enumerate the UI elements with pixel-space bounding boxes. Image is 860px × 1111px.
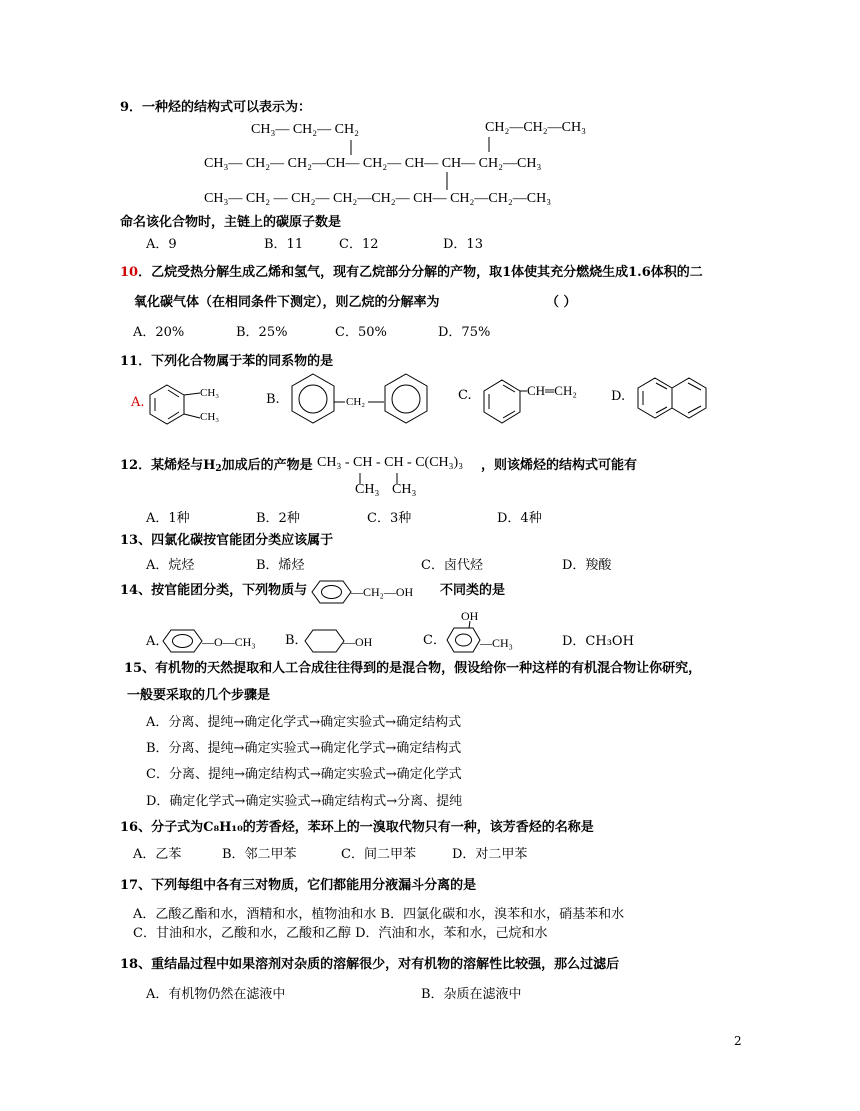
q16-option-a: A．乙苯 xyxy=(133,847,182,862)
q17-options-row1: A．乙酸乙酯和水，酒精和水，植物油和水 B．四氯化碳和水，溴苯和水，硝基苯和水 xyxy=(133,907,625,922)
q11-option-c-label: C. xyxy=(458,388,472,403)
q12-option-d: D．4种 xyxy=(497,511,542,526)
q9-option-a: A．9 xyxy=(146,237,177,252)
q15-option-c: C．分离、提纯→确定结构式→确定实验式→确定化学式 xyxy=(146,767,462,782)
q9-structure-row1a: CH₃— CH₂— CH₂ xyxy=(251,122,359,137)
page-number: 2 xyxy=(734,1034,742,1048)
q14-option-d: D．CH₃OH xyxy=(562,634,634,649)
q14-option-c-label: C． xyxy=(423,633,446,648)
q15-line2: 一般要采取的几个步骤是 xyxy=(127,688,271,703)
q11-option-a-label: A. xyxy=(131,395,145,410)
q14-stem-post: 不同类的是 xyxy=(440,583,506,598)
q9-structure-row3: CH₃— CH₂ — CH₂— CH₂—CH₂— CH— CH₂—CH₂—CH₃ xyxy=(204,191,552,206)
q11-option-b-label: B. xyxy=(266,392,280,407)
q11-option-d-label: D. xyxy=(611,389,626,404)
q16-option-d: D．对二甲苯 xyxy=(452,847,528,862)
cyclohexane-icon xyxy=(305,630,344,652)
q12-stem-sub: 2 xyxy=(215,464,222,474)
q9-structure-row2: CH₃— CH₂— CH₂—CH— CH₂— CH— CH— CH₂—CH₃ xyxy=(204,156,542,171)
q10-option-c: C．50% xyxy=(335,325,387,340)
q15-option-d: D．确定化学式→确定实验式→确定结构式→分离、提纯 xyxy=(146,794,463,809)
q12-formula-methyl-1: CH₃ xyxy=(355,482,380,497)
q9-ask: 命名该化合物时，主链上的碳原子数是 xyxy=(120,215,342,230)
q12-stem-post: ，则该烯烃的结构式可能有 xyxy=(481,458,638,473)
q9-option-c: C．12 xyxy=(339,237,379,252)
q10-number: 10 xyxy=(120,265,139,280)
q17-stem: 17、下列每组中各有三对物质，它们都能用分液漏斗分离的是 xyxy=(120,878,477,893)
q10-option-b: B．25% xyxy=(236,325,288,340)
q14-a-group: —O—CH₃ xyxy=(202,635,256,649)
q9-structure-row1b: CH₂—CH₂—CH₃ xyxy=(485,120,586,135)
q13-option-c: C．卤代烃 xyxy=(421,558,483,573)
q12-option-b: B．2种 xyxy=(256,511,300,526)
q16-option-b: B．邻二甲苯 xyxy=(222,847,297,862)
q15-option-b: B．分离、提纯→确定实验式→确定化学式→确定结构式 xyxy=(146,741,462,756)
q11-a-methyl-2: CH₃ xyxy=(200,411,220,423)
q12-stem-pre: 12．某烯烃与H xyxy=(120,458,216,473)
q14-stem-pre: 14、按官能团分类，下列物质与 xyxy=(120,583,308,598)
q9-option-d: D．13 xyxy=(443,237,483,252)
q10-line1-text: ．乙烷受热分解生成乙烯和氢气，现有乙烷部分分解的产物，取1体使其充分燃烧生成1.6体积的二 xyxy=(138,265,703,280)
q16-stem: 16、分子式为C₈H₁₀的芳香烃，苯环上的一溴取代物只有一种，该芳香烃的名称是 xyxy=(120,820,594,835)
q12-stem-mid: 加成后的产物是 xyxy=(221,458,313,473)
q11-c-vinyl: CH═CH₂ xyxy=(527,383,577,398)
benzene-ring-icon xyxy=(163,630,202,652)
benzene-ring-icon xyxy=(312,581,351,603)
q13-option-a: A．烷烃 xyxy=(146,558,195,573)
q14-b-group: —OH xyxy=(343,635,373,649)
q11-a-methyl-1: CH₃ xyxy=(200,387,220,399)
q10-option-a: A．20% xyxy=(133,325,185,340)
q14-c-methyl: —CH₃ xyxy=(480,636,513,650)
benzene-ring-icon xyxy=(447,628,480,652)
q12-option-a: A．1种 xyxy=(146,511,190,526)
q9-stem: 9．一种烃的结构式可以表示为： xyxy=(120,100,312,115)
q16-option-c: C．间二甲苯 xyxy=(341,847,416,862)
q18-option-a: A．有机物仍然在滤液中 xyxy=(146,987,286,1002)
q14-option-a-label: A． xyxy=(146,634,169,649)
q11-stem: 11．下列化合物属于苯的同系物的是 xyxy=(120,354,334,369)
q12-option-c: C．3种 xyxy=(367,511,412,526)
q12-formula-main: CH₃ - CH - CH - C(CH₃)₃ xyxy=(317,455,464,470)
q18-stem: 18、重结晶过程中如果溶剂对杂质的溶解很少，对有机物的溶解性比较强，那么过滤后 xyxy=(120,957,620,972)
q10-option-d: D．75% xyxy=(438,325,491,340)
q9-option-b: B．11 xyxy=(264,237,304,252)
q15-option-a: A．分离、提纯→确定化学式→确定实验式→确定结构式 xyxy=(146,715,462,730)
q13-option-b: B．烯烃 xyxy=(256,558,305,573)
q11-b-methylene: CH₂ xyxy=(346,396,366,408)
q12-formula-methyl-2: CH₃ xyxy=(392,482,417,497)
q13-stem: 13、四氯化碳按官能团分类应该属于 xyxy=(120,533,334,548)
q18-option-b: B．杂质在滤液中 xyxy=(421,987,522,1002)
q17-options-row2: C．甘油和水，乙酸和水，乙酸和乙醇 D．汽油和水，苯和水，己烷和水 xyxy=(133,926,548,941)
q14-c-hydroxyl: OH xyxy=(461,609,479,623)
q14-option-b-label: B． xyxy=(285,633,308,648)
q15-line1: 15、有机物的天然提取和人工合成往往得到的是混合物，假设给你一种这样的有机混合物让你研究， xyxy=(124,661,702,676)
q13-option-d: D．羧酸 xyxy=(562,558,612,573)
q10-line2: 氧化碳气体（在相同条件下测定），则乙烷的分解率为 xyxy=(134,295,440,310)
q14-ref-group: —CH₂—OH xyxy=(351,585,414,599)
q10-answer-paren: （ ） xyxy=(546,295,577,310)
